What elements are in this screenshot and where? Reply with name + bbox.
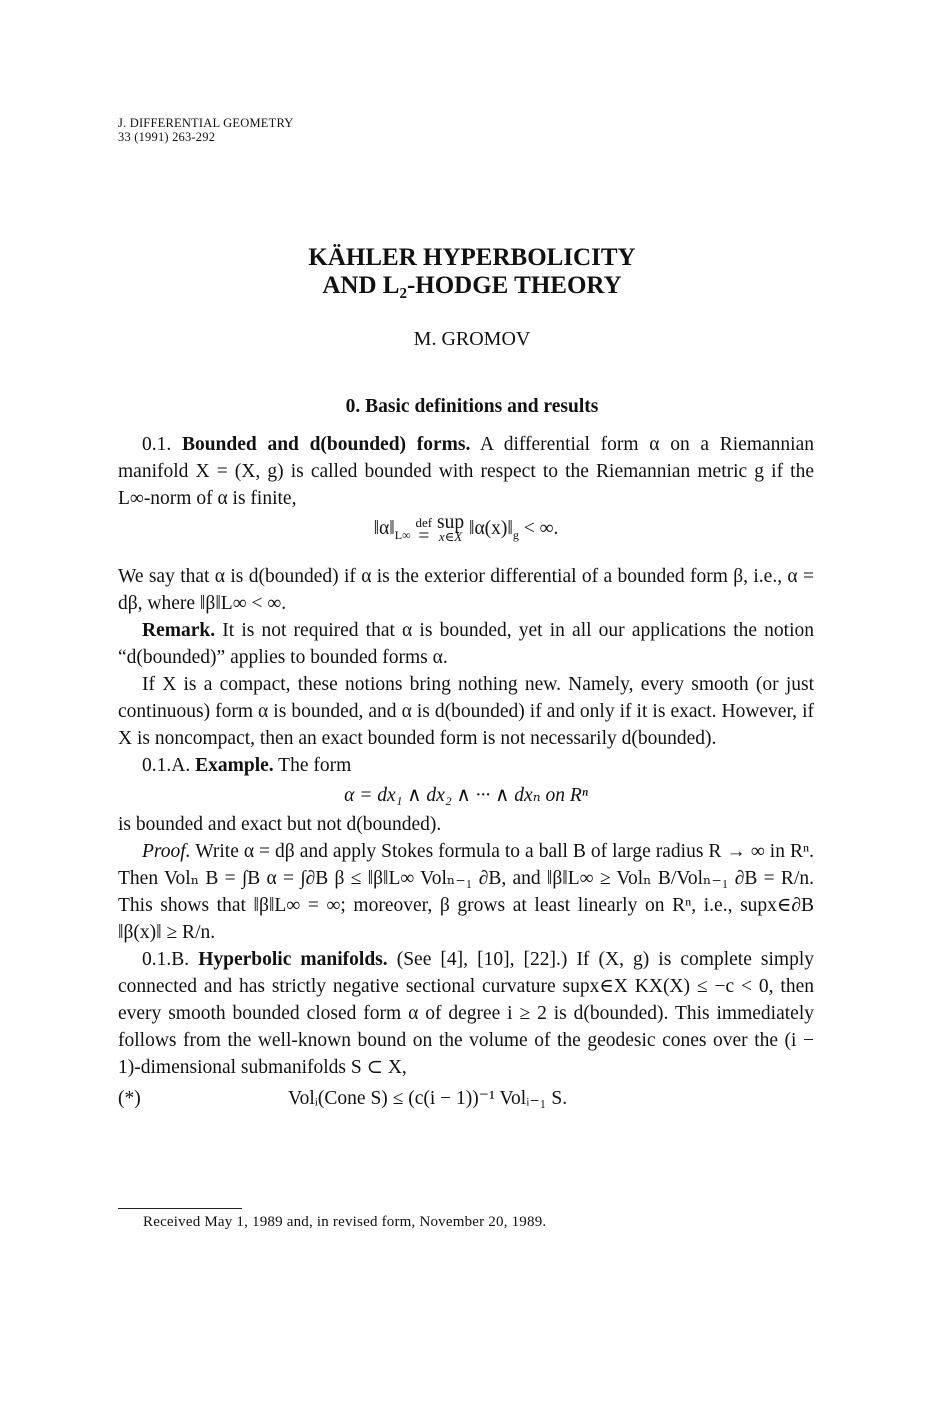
paragraph-remark: [118, 617, 814, 671]
hyperbolic-text: (See [4], [10], [22].) If (X, g) is complete simply connected and has strictly negative sectional curvature supx∈X KX(X) ≤ −c < 0, then every smooth bounded closed form α of degree i ≥ 2 is d(bounded). This immediately follows from the well-known bound on the volume of the geodesic cones over the (i − 1)-dimensional submanifolds S ⊂ X,: [118, 949, 814, 1078]
footnote-received: Received May 1, 1989 and, in revised form, November 20, 1989.: [143, 1214, 547, 1230]
paragraph-example-conclusion: is bounded and exact but not d(bounded).: [118, 814, 442, 835]
title-line-1: KÄHLER HYPERBOLICITY: [308, 244, 636, 271]
paper-title: [0, 244, 944, 300]
example-text: The form: [278, 755, 352, 776]
journal-name: J. DIFFERENTIAL GEOMETRY: [118, 116, 294, 130]
eq-sup: sup x∈X: [437, 511, 465, 544]
paragraph-text: A differential form α on a Riemannian manifold X = (X, g) is called bounded with respect to the Riemannian metric g if the L∞-norm of α is finite,: [118, 434, 814, 509]
subsection-heading: Bounded and d(bounded) forms.: [181, 434, 471, 455]
equation-formula: Volᵢ(Cone S) ≤ (c(i − 1))⁻¹ Volᵢ₋₁ S.: [288, 1088, 568, 1109]
example-label: Example.: [195, 755, 274, 776]
paragraph-bounded-forms: [118, 431, 814, 512]
remark-text: It is not required that α is bounded, yet in all our applications the notion “d(bounded)” applies to bounded forms α.: [118, 620, 815, 668]
equation-tag: (*): [118, 1088, 141, 1109]
journal-header: [118, 116, 294, 144]
eq-lhs: ‖α‖: [373, 518, 395, 539]
paragraph-hyperbolic: [118, 946, 814, 1081]
body-text: [118, 431, 814, 1112]
hyperbolic-number: 0.1.B.: [142, 949, 190, 970]
proof-text: Write α = dβ and apply Stokes formula to a ball B of large radius R → ∞ in Rⁿ. Then Volₙ B = ∫B α = ∫∂B β ≤ ‖β‖L∞ Volₙ₋₁ ∂B, and ‖β‖L∞ ≥ Volₙ B/Volₙ₋₁ ∂B = R/n. This shows that ‖β‖L∞ = ∞; moreover, β grows at least linearly on Rⁿ, i.e., supx∈∂B ‖β(x)‖ ≥ R/n.: [118, 841, 814, 943]
eq-rhs-sub: g: [512, 527, 519, 542]
eq-lhs-sub: L∞: [394, 527, 411, 542]
hyperbolic-label: Hyperbolic manifolds.: [198, 949, 388, 970]
paragraph-proof: [118, 838, 814, 946]
equation-volume-form: α = dx₁ ∧ dx₂ ∧ ··· ∧ dxₙ on Rⁿ: [344, 785, 588, 806]
proof-label: Proof.: [142, 841, 191, 862]
subsection-number: 0.1.: [142, 434, 172, 455]
author: M. GROMOV: [413, 328, 531, 350]
section-title: 0. Basic definitions and results: [345, 396, 599, 417]
eq-rhs: ‖α(x)‖: [468, 518, 513, 539]
footnote-divider: [118, 1208, 242, 1209]
equation-cone-volume: [118, 1085, 814, 1112]
equation-norm-definition: [118, 511, 814, 561]
eq-tail: < ∞.: [518, 518, 559, 539]
remark-label: Remark.: [142, 620, 216, 641]
paragraph-d-bounded: We say that α is d(bounded) if α is the exterior differential of a bounded form β, i.e., α = dβ, where ‖β‖L∞ < ∞.: [118, 566, 814, 614]
paragraph-example: [118, 752, 814, 779]
journal-citation: 33 (1991) 263-292: [118, 130, 216, 144]
example-number: 0.1.A.: [142, 755, 191, 776]
title-line-2: AND L₂-HODGE THEORY: [322, 272, 622, 299]
paragraph-compact: If X is a compact, these notions bring nothing new. Namely, every smooth (or just continuous) form α is bounded, and α is d(bounded) if and only if it is exact. However, if X is noncompact, then an exact bounded form is not necessarily d(bounded).: [118, 674, 814, 749]
eq-def-symbol: def =: [415, 514, 433, 547]
